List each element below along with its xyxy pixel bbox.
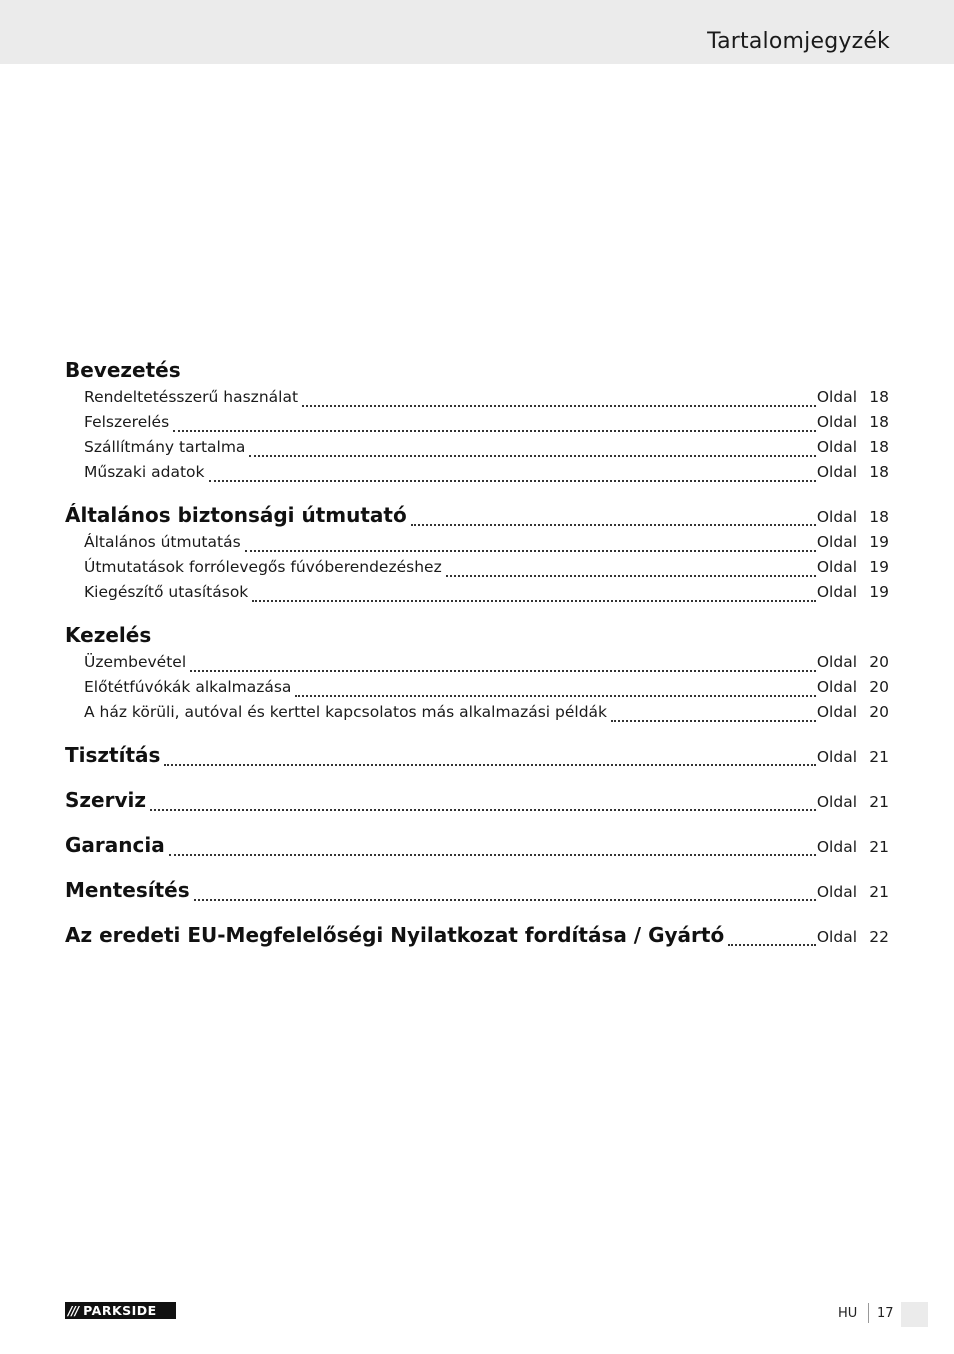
toc-page-reference	[817, 463, 889, 481]
toc-section-title: Bevezetés	[65, 358, 181, 382]
toc-page-number: 20	[869, 703, 889, 721]
toc-page-word: Oldal	[816, 388, 857, 406]
toc-page-reference	[817, 928, 889, 946]
toc-entry[interactable]	[65, 703, 889, 728]
toc-leader-dots	[245, 549, 816, 552]
footer-page-number: 17	[877, 1306, 894, 1321]
toc-page-number: 18	[869, 438, 889, 456]
toc-entry[interactable]	[65, 533, 889, 558]
toc-entry-label: Előtétfúvókák alkalmazása	[84, 678, 292, 696]
logo-stripes: ///	[68, 1303, 79, 1318]
toc-leader-dots	[164, 763, 815, 766]
toc-page-number: 21	[869, 883, 889, 901]
toc-page-number: 20	[869, 678, 889, 696]
toc-section-title: Kezelés	[65, 623, 152, 647]
toc-page-reference	[817, 583, 889, 601]
toc-leader-dots	[446, 574, 816, 577]
toc-entry[interactable]	[65, 558, 889, 583]
parkside-logo	[65, 1302, 176, 1319]
toc-section-title: Tisztítás	[65, 743, 161, 767]
toc-section-heading[interactable]	[65, 923, 889, 953]
toc-section	[65, 833, 889, 863]
toc-section-title: Általános biztonsági útmutató	[65, 503, 407, 527]
toc-section-heading[interactable]	[65, 743, 889, 773]
toc-page-word: Oldal	[816, 748, 857, 766]
toc-section-heading[interactable]	[65, 833, 889, 863]
toc-section-title: Szerviz	[65, 788, 147, 812]
toc-page-number: 21	[869, 748, 889, 766]
toc-entry-label: Műszaki adatok	[84, 463, 205, 481]
toc-page-word: Oldal	[816, 883, 857, 901]
toc-page-word: Oldal	[816, 463, 857, 481]
toc-entry[interactable]	[65, 413, 889, 438]
toc-page-number: 19	[869, 558, 889, 576]
toc-section	[65, 788, 889, 818]
toc-page-reference	[817, 388, 889, 406]
toc-page-word: Oldal	[816, 533, 857, 551]
toc-page-reference	[817, 838, 889, 856]
toc-section-title: Az eredeti EU-Megfelelőségi Nyilatkozat fordítása / Gyártó	[65, 923, 725, 947]
toc-leader-dots	[295, 694, 815, 697]
toc-leader-dots	[411, 523, 816, 526]
toc-page-word: Oldal	[816, 508, 857, 526]
toc-page-number: 21	[869, 793, 889, 811]
toc-entry[interactable]	[65, 653, 889, 678]
toc-leader-dots	[209, 479, 816, 482]
logo-brand-name: PARKSIDE	[83, 1303, 157, 1318]
toc-entry[interactable]	[65, 678, 889, 703]
toc-section	[65, 923, 889, 953]
toc-leader-dots	[194, 898, 816, 901]
toc-entry[interactable]	[65, 583, 889, 608]
toc-leader-dots	[150, 808, 816, 811]
toc-section	[65, 358, 889, 488]
toc-entry-label: Kiegészítő utasítások	[84, 583, 249, 601]
toc-section-heading[interactable]	[65, 503, 889, 533]
toc-entry[interactable]	[65, 388, 889, 413]
toc-page-reference	[817, 653, 889, 671]
toc-page-reference	[817, 703, 889, 721]
toc-page-word: Oldal	[816, 438, 857, 456]
toc-section-heading[interactable]	[65, 358, 889, 388]
toc-section-title: Garancia	[65, 833, 165, 857]
toc-page-number: 19	[869, 583, 889, 601]
toc-page-reference	[817, 883, 889, 901]
toc-page-word: Oldal	[816, 583, 857, 601]
toc-section	[65, 623, 889, 728]
toc-section	[65, 503, 889, 608]
toc-page-word: Oldal	[816, 793, 857, 811]
toc-entry-label: Rendeltetésszerű használat	[84, 388, 299, 406]
table-of-contents	[65, 358, 889, 968]
toc-section-heading[interactable]	[65, 878, 889, 908]
toc-page-reference	[817, 748, 889, 766]
toc-page-word: Oldal	[816, 558, 857, 576]
toc-page-word: Oldal	[816, 678, 857, 696]
toc-entry-label: Szállítmány tartalma	[84, 438, 246, 456]
toc-page-reference	[817, 558, 889, 576]
toc-section-heading[interactable]	[65, 788, 889, 818]
toc-page-reference	[817, 793, 889, 811]
toc-page-reference	[817, 533, 889, 551]
toc-leader-dots	[252, 599, 816, 602]
toc-page-number: 18	[869, 463, 889, 481]
toc-page-word: Oldal	[816, 928, 857, 946]
toc-entry-label: Útmutatások forrólevegős fúvóberendezéshez	[84, 558, 442, 576]
toc-leader-dots	[173, 429, 816, 432]
footer-divider	[868, 1303, 869, 1323]
toc-page-number: 22	[869, 928, 889, 946]
toc-page-word: Oldal	[816, 703, 857, 721]
toc-entry-label: Felszerelés	[84, 413, 170, 431]
toc-section	[65, 743, 889, 773]
toc-entry[interactable]	[65, 463, 889, 488]
toc-section-title: Mentesítés	[65, 878, 190, 902]
toc-page-number: 21	[869, 838, 889, 856]
toc-page-number: 19	[869, 533, 889, 551]
toc-entry-label: Üzembevétel	[84, 653, 187, 671]
toc-page-reference	[817, 438, 889, 456]
toc-page-reference	[817, 508, 889, 526]
toc-leader-dots	[728, 943, 816, 946]
footer-language: HU	[838, 1306, 858, 1321]
toc-leader-dots	[611, 719, 816, 722]
page-title: Tartalomjegyzék	[707, 29, 890, 54]
toc-page-number: 18	[869, 388, 889, 406]
toc-page-word: Oldal	[816, 413, 857, 431]
toc-leader-dots	[249, 454, 815, 457]
toc-entry-label: Általános útmutatás	[84, 533, 241, 551]
toc-section-heading[interactable]	[65, 623, 889, 653]
toc-leader-dots	[302, 404, 816, 407]
toc-page-number: 18	[869, 413, 889, 431]
toc-section	[65, 878, 889, 908]
footer-tab-box	[901, 1302, 928, 1327]
toc-page-reference	[817, 678, 889, 696]
toc-page-number: 18	[869, 508, 889, 526]
toc-leader-dots	[169, 853, 816, 856]
toc-page-word: Oldal	[816, 653, 857, 671]
toc-entry-label: A ház körüli, autóval és kerttel kapcsolatos más alkalmazási példák	[84, 703, 608, 721]
toc-leader-dots	[190, 669, 816, 672]
toc-entry[interactable]	[65, 438, 889, 463]
toc-page-word: Oldal	[816, 838, 857, 856]
toc-page-reference	[817, 413, 889, 431]
toc-page-number: 20	[869, 653, 889, 671]
